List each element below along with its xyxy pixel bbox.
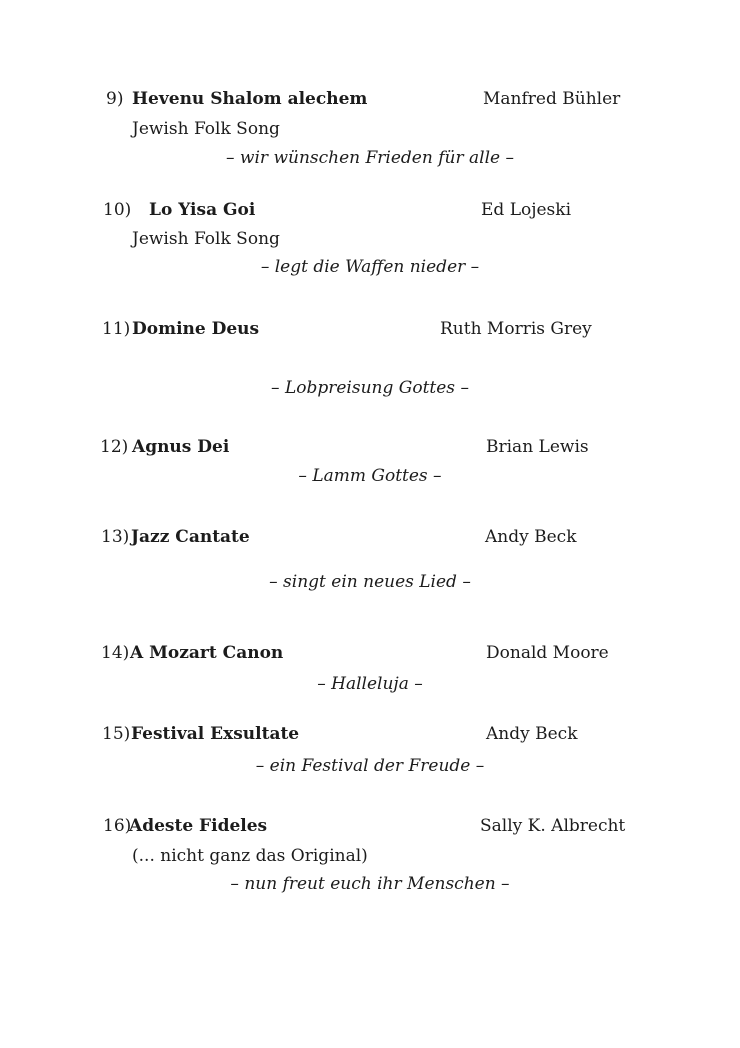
item-number: 15)	[102, 724, 131, 744]
item-subtitle: – singt ein neues Lied –	[269, 572, 471, 592]
item-title-row	[0, 318, 740, 342]
item-title-row	[0, 88, 740, 112]
item-title: Hevenu Shalom alechem	[132, 89, 368, 109]
item-title: A Mozart Canon	[130, 643, 284, 663]
item-title-row	[0, 526, 740, 550]
item-composer: Donald Moore	[486, 643, 609, 663]
item-number: 12)	[100, 437, 129, 457]
item-number: 11)	[102, 319, 131, 339]
item-title-row	[0, 642, 740, 666]
item-origin: Jewish Folk Song	[132, 229, 280, 249]
item-subtitle: – ein Festival der Freude –	[255, 756, 485, 776]
item-title: Adeste Fideles	[129, 816, 268, 836]
item-title: Jazz Cantate	[131, 527, 250, 547]
item-title: Lo Yisa Goi	[149, 200, 256, 220]
item-composer: Manfred Bühler	[483, 89, 621, 109]
item-number: 13)	[101, 527, 130, 547]
item-title-row	[0, 723, 740, 747]
item-note: (... nicht ganz das Original)	[132, 846, 368, 866]
item-title: Festival Exsultate	[131, 724, 300, 744]
item-number: 9)	[106, 89, 124, 109]
item-title-row	[0, 815, 740, 839]
item-composer: Brian Lewis	[486, 437, 589, 457]
item-number: 14)	[101, 643, 130, 663]
item-composer: Andy Beck	[485, 527, 577, 547]
item-composer: Sally K. Albrecht	[480, 816, 626, 836]
item-composer: Ruth Morris Grey	[440, 319, 592, 339]
item-subtitle: – Halleluja –	[317, 674, 423, 694]
item-subtitle: – legt die Waffen nieder –	[260, 257, 480, 277]
item-subtitle: – nun freut euch ihr Menschen –	[230, 874, 510, 894]
item-subtitle: – Lamm Gottes –	[298, 466, 442, 486]
item-title: Agnus Dei	[132, 437, 230, 457]
item-title: Domine Deus	[132, 319, 260, 339]
item-composer: Andy Beck	[486, 724, 578, 744]
item-number: 10)	[103, 200, 132, 220]
item-composer: Ed Lojeski	[481, 200, 572, 220]
item-number: 16)	[103, 816, 132, 836]
item-title-row	[0, 436, 740, 460]
item-origin: Jewish Folk Song	[132, 119, 280, 139]
item-title-row	[0, 199, 740, 223]
item-subtitle: – Lobpreisung Gottes –	[271, 378, 469, 398]
item-subtitle: – wir wünschen Frieden für alle –	[226, 148, 514, 168]
